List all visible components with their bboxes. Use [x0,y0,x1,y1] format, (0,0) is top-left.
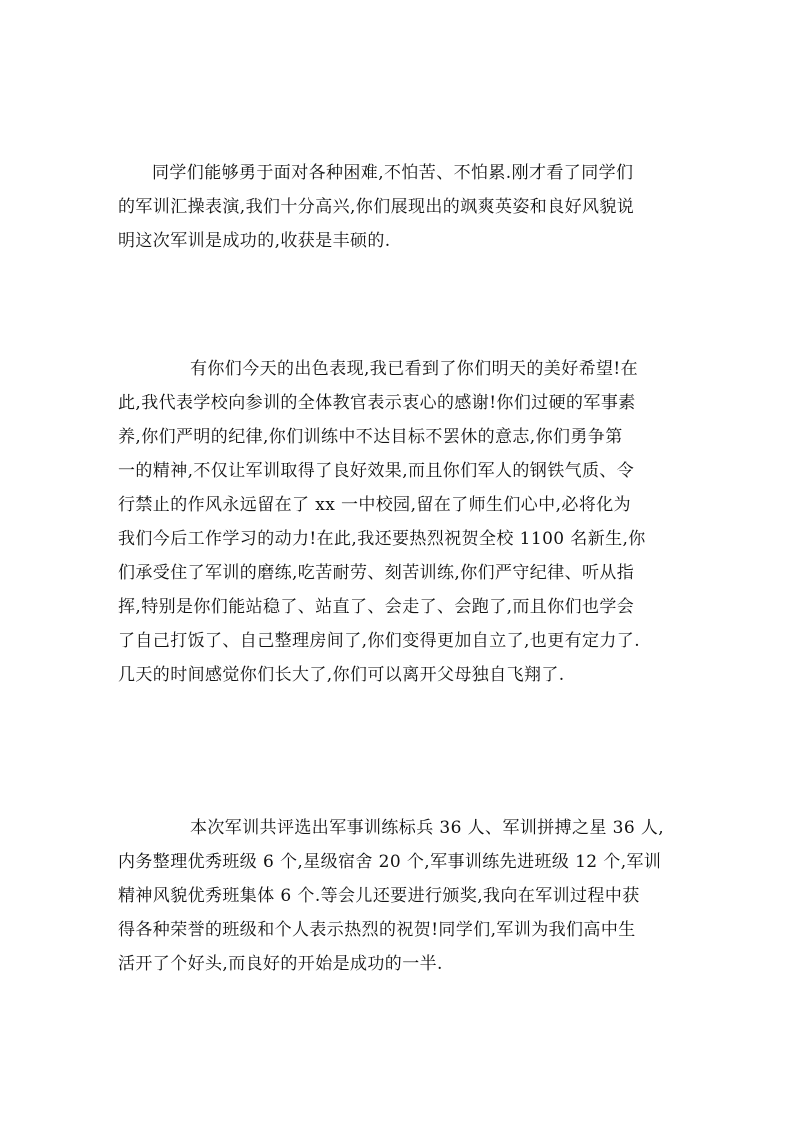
text-line: 活开了个好头,而良好的开始是成功的一半. [118,954,443,974]
text-line: 同学们能够勇于面对各种困难,不怕苦、不怕累.刚才看了同学们 [152,163,634,183]
text-line: 有你们今天的出色表现,我已看到了你们明天的美好希望!在 [190,359,639,379]
text-line: 本次军训共评选出军事训练标兵 36 人、军训拼搏之星 36 人, [190,818,665,838]
paragraph-3 [118,811,688,981]
text-line: 此,我代表学校向参训的全体教官表示衷心的感谢!你们过硬的军事素 [118,393,636,413]
text-line: 养,你们严明的纪律,你们训练中不达目标不罢休的意志,你们勇争第 [118,427,623,447]
text-line: 挥,特别是你们能站稳了、站直了、会走了、会跑了,而且你们也学会 [118,597,635,617]
text-line: 内务整理优秀班级 6 个,星级宿舍 20 个,军事训练先进班级 12 个,军训 [118,852,662,872]
text-line: 了自己打饭了、自己整理房间了,你们变得更加自立了,也更有定力了. [118,631,641,651]
paragraph-2 [118,352,688,692]
text-line: 几天的时间感觉你们长大了,你们可以离开父母独自飞翔了. [118,665,565,685]
text-line: 精神风貌优秀班集体 6 个.等会儿还要进行颁奖,我向在军训过程中获 [118,886,640,906]
text-line: 的军训汇操表演,我们十分高兴,你们展现出的飒爽英姿和良好风貌说 [118,197,635,217]
text-line: 明这次军训是成功的,收获是丰硕的. [118,231,391,251]
text-line: 得各种荣誉的班级和个人表示热烈的祝贺!同学们,军训为我们高中生 [118,920,636,940]
text-line: 行禁止的作风永远留在了 xx 一中校园,留在了师生们心中,必将化为 [118,495,631,515]
paragraph-1 [118,156,688,258]
text-line: 我们今后工作学习的动力!在此,我还要热烈祝贺全校 1100 名新生,你 [118,529,646,549]
text-line: 们承受住了军训的磨练,吃苦耐劳、刻苦训练,你们严守纪律、听从指 [118,563,635,583]
text-line: 一的精神,不仅让军训取得了良好效果,而且你们军人的钢铁气质、令 [118,461,635,481]
